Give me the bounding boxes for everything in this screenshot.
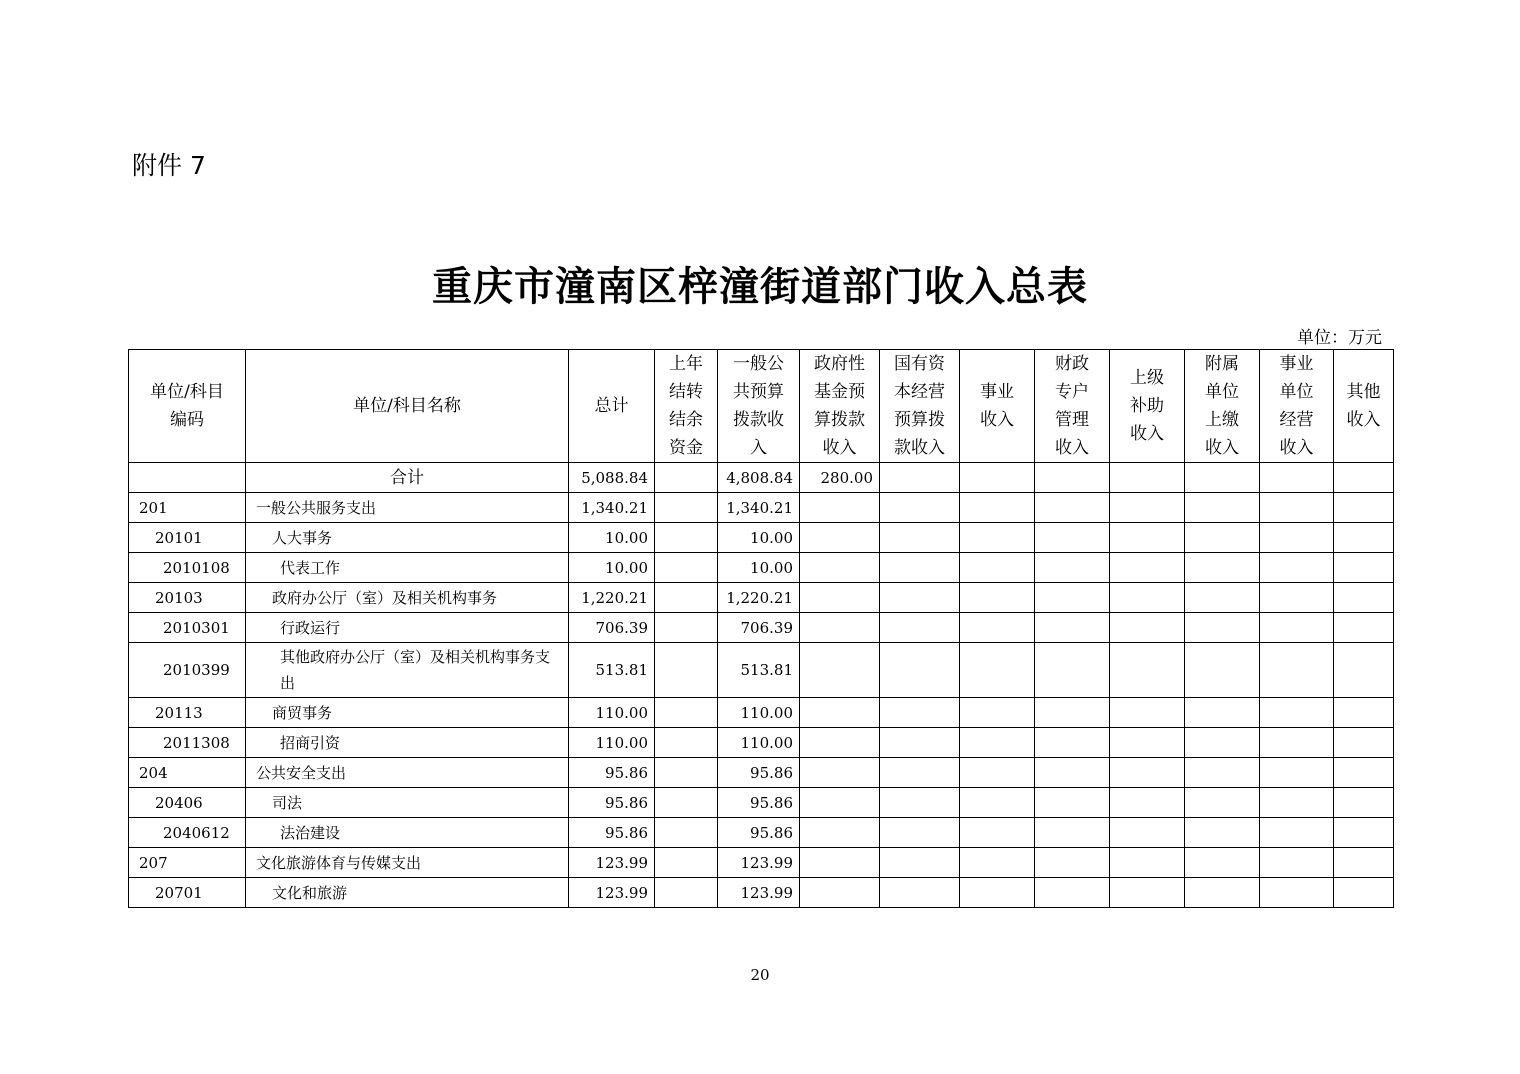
row-name: 商贸事务 bbox=[246, 698, 569, 728]
row-carryover bbox=[655, 878, 718, 908]
empty-cell bbox=[960, 583, 1035, 613]
total-label: 合计 bbox=[246, 463, 569, 493]
row-total: 123.99 bbox=[569, 878, 655, 908]
empty-cell bbox=[1185, 643, 1260, 698]
row-general-budget: 706.39 bbox=[718, 613, 800, 643]
empty-cell bbox=[880, 758, 960, 788]
row-name: 人大事务 bbox=[246, 523, 569, 553]
empty-cell bbox=[880, 553, 960, 583]
row-code: 207 bbox=[129, 848, 246, 878]
total-code-cell bbox=[129, 463, 246, 493]
empty-cell bbox=[1110, 818, 1185, 848]
row-total: 95.86 bbox=[569, 788, 655, 818]
row-code: 20406 bbox=[129, 788, 246, 818]
empty-cell bbox=[800, 728, 880, 758]
empty-cell bbox=[1334, 523, 1394, 553]
empty-cell bbox=[1185, 613, 1260, 643]
empty-cell bbox=[1260, 728, 1334, 758]
row-carryover bbox=[655, 643, 718, 698]
empty-cell bbox=[960, 788, 1035, 818]
row-carryover bbox=[655, 553, 718, 583]
empty-cell bbox=[1260, 878, 1334, 908]
row-carryover bbox=[655, 698, 718, 728]
empty-cell bbox=[1185, 583, 1260, 613]
empty-cell bbox=[1334, 788, 1394, 818]
empty-cell bbox=[1334, 583, 1394, 613]
empty-cell bbox=[960, 848, 1035, 878]
empty-cell bbox=[1185, 553, 1260, 583]
row-general-budget: 110.00 bbox=[718, 728, 800, 758]
empty-cell bbox=[1185, 728, 1260, 758]
empty-cell bbox=[880, 698, 960, 728]
total-row bbox=[129, 463, 1394, 493]
empty-cell bbox=[1334, 553, 1394, 583]
empty-cell bbox=[1260, 553, 1334, 583]
row-total: 1,220.21 bbox=[569, 583, 655, 613]
empty-cell bbox=[1035, 523, 1110, 553]
row-general-budget: 10.00 bbox=[718, 553, 800, 583]
row-total: 110.00 bbox=[569, 728, 655, 758]
column-header: 单位/科目 编码 bbox=[129, 350, 246, 463]
empty-cell bbox=[1334, 613, 1394, 643]
empty-cell bbox=[880, 583, 960, 613]
row-total: 10.00 bbox=[569, 523, 655, 553]
table-header bbox=[129, 350, 1394, 463]
empty-cell bbox=[1035, 463, 1110, 493]
empty-cell bbox=[880, 643, 960, 698]
column-header: 国有资 本经营 预算拨 款收入 bbox=[880, 350, 960, 463]
column-header: 附属 单位 上缴 收入 bbox=[1185, 350, 1260, 463]
empty-cell bbox=[1110, 848, 1185, 878]
row-name: 行政运行 bbox=[246, 613, 569, 643]
empty-cell bbox=[1110, 878, 1185, 908]
empty-cell bbox=[1185, 818, 1260, 848]
empty-cell bbox=[1185, 493, 1260, 523]
empty-cell bbox=[1035, 493, 1110, 523]
empty-cell bbox=[1185, 848, 1260, 878]
empty-cell bbox=[1334, 728, 1394, 758]
empty-cell bbox=[1260, 818, 1334, 848]
column-header: 上年 结转 结余 资金 bbox=[655, 350, 718, 463]
empty-cell bbox=[960, 818, 1035, 848]
empty-cell bbox=[1185, 758, 1260, 788]
total-general-budget: 4,808.84 bbox=[718, 463, 800, 493]
empty-cell bbox=[1260, 523, 1334, 553]
row-general-budget: 1,220.21 bbox=[718, 583, 800, 613]
row-code: 201 bbox=[129, 493, 246, 523]
column-header: 单位/科目名称 bbox=[246, 350, 569, 463]
empty-cell bbox=[1035, 613, 1110, 643]
row-general-budget: 95.86 bbox=[718, 788, 800, 818]
row-general-budget: 95.86 bbox=[718, 818, 800, 848]
empty-cell bbox=[880, 463, 960, 493]
row-name: 司法 bbox=[246, 788, 569, 818]
empty-cell bbox=[960, 728, 1035, 758]
table-row bbox=[129, 583, 1394, 613]
row-total: 123.99 bbox=[569, 848, 655, 878]
empty-cell bbox=[1035, 553, 1110, 583]
row-name: 文化和旅游 bbox=[246, 878, 569, 908]
empty-cell bbox=[1185, 698, 1260, 728]
empty-cell bbox=[1035, 788, 1110, 818]
row-total: 95.86 bbox=[569, 758, 655, 788]
row-general-budget: 513.81 bbox=[718, 643, 800, 698]
row-total: 10.00 bbox=[569, 553, 655, 583]
empty-cell bbox=[1334, 818, 1394, 848]
empty-cell bbox=[880, 728, 960, 758]
empty-cell bbox=[1260, 643, 1334, 698]
row-carryover bbox=[655, 848, 718, 878]
empty-cell bbox=[1110, 553, 1185, 583]
column-header: 一般公 共预算 拨款收 入 bbox=[718, 350, 800, 463]
row-total: 1,340.21 bbox=[569, 493, 655, 523]
table-row bbox=[129, 788, 1394, 818]
row-name: 文化旅游体育与传媒支出 bbox=[246, 848, 569, 878]
row-general-budget: 1,340.21 bbox=[718, 493, 800, 523]
empty-cell bbox=[960, 493, 1035, 523]
column-header: 其他 收入 bbox=[1334, 350, 1394, 463]
column-header: 财政 专户 管理 收入 bbox=[1035, 350, 1110, 463]
empty-cell bbox=[1110, 698, 1185, 728]
empty-cell bbox=[800, 848, 880, 878]
row-carryover bbox=[655, 758, 718, 788]
empty-cell bbox=[800, 698, 880, 728]
table-row bbox=[129, 613, 1394, 643]
empty-cell bbox=[1260, 463, 1334, 493]
row-carryover bbox=[655, 493, 718, 523]
row-carryover bbox=[655, 583, 718, 613]
row-carryover bbox=[655, 613, 718, 643]
empty-cell bbox=[1110, 613, 1185, 643]
total-total: 5,088.84 bbox=[569, 463, 655, 493]
empty-cell bbox=[960, 698, 1035, 728]
table-row bbox=[129, 848, 1394, 878]
row-general-budget: 123.99 bbox=[718, 848, 800, 878]
empty-cell bbox=[960, 523, 1035, 553]
empty-cell bbox=[800, 878, 880, 908]
row-name: 法治建设 bbox=[246, 818, 569, 848]
page-title: 重庆市潼南区梓潼街道部门收入总表 bbox=[432, 263, 1088, 310]
table-row bbox=[129, 818, 1394, 848]
row-name: 公共安全支出 bbox=[246, 758, 569, 788]
table-row bbox=[129, 493, 1394, 523]
empty-cell bbox=[800, 553, 880, 583]
row-name: 招商引资 bbox=[246, 728, 569, 758]
empty-cell bbox=[1110, 523, 1185, 553]
row-general-budget: 123.99 bbox=[718, 878, 800, 908]
empty-cell bbox=[1185, 463, 1260, 493]
empty-cell bbox=[880, 613, 960, 643]
empty-cell bbox=[1334, 463, 1394, 493]
empty-cell bbox=[1260, 848, 1334, 878]
empty-cell bbox=[1185, 523, 1260, 553]
row-general-budget: 10.00 bbox=[718, 523, 800, 553]
empty-cell bbox=[800, 493, 880, 523]
row-code: 2010301 bbox=[129, 613, 246, 643]
empty-cell bbox=[1260, 493, 1334, 523]
unit-label: 单位：万元 bbox=[1297, 328, 1382, 348]
row-general-budget: 110.00 bbox=[718, 698, 800, 728]
empty-cell bbox=[1110, 583, 1185, 613]
row-code: 20103 bbox=[129, 583, 246, 613]
column-header: 上级 补助 收入 bbox=[1110, 350, 1185, 463]
row-code: 20113 bbox=[129, 698, 246, 728]
row-name: 其他政府办公厅（室）及相关机构事务支出 bbox=[246, 643, 569, 698]
row-general-budget: 95.86 bbox=[718, 758, 800, 788]
table-row bbox=[129, 643, 1394, 698]
empty-cell bbox=[960, 463, 1035, 493]
column-header: 事业 单位 经营 收入 bbox=[1260, 350, 1334, 463]
attachment-label: 附件 7 bbox=[132, 151, 206, 180]
empty-cell bbox=[1110, 493, 1185, 523]
empty-cell bbox=[1334, 493, 1394, 523]
empty-cell bbox=[960, 643, 1035, 698]
empty-cell bbox=[1035, 818, 1110, 848]
empty-cell bbox=[800, 788, 880, 818]
row-carryover bbox=[655, 523, 718, 553]
empty-cell bbox=[800, 613, 880, 643]
row-name: 政府办公厅（室）及相关机构事务 bbox=[246, 583, 569, 613]
empty-cell bbox=[800, 643, 880, 698]
empty-cell bbox=[1035, 698, 1110, 728]
column-header: 总计 bbox=[569, 350, 655, 463]
table-row bbox=[129, 878, 1394, 908]
empty-cell bbox=[880, 848, 960, 878]
row-carryover bbox=[655, 818, 718, 848]
empty-cell bbox=[1110, 758, 1185, 788]
empty-cell bbox=[1035, 643, 1110, 698]
empty-cell bbox=[800, 583, 880, 613]
empty-cell bbox=[1334, 698, 1394, 728]
empty-cell bbox=[1334, 848, 1394, 878]
table-row bbox=[129, 758, 1394, 788]
total-gov-fund: 280.00 bbox=[800, 463, 880, 493]
empty-cell bbox=[960, 553, 1035, 583]
empty-cell bbox=[960, 758, 1035, 788]
empty-cell bbox=[1185, 878, 1260, 908]
row-code: 20701 bbox=[129, 878, 246, 908]
page-number: 20 bbox=[750, 966, 770, 984]
table-row bbox=[129, 728, 1394, 758]
empty-cell bbox=[1035, 583, 1110, 613]
empty-cell bbox=[1260, 613, 1334, 643]
row-code: 20101 bbox=[129, 523, 246, 553]
row-code: 204 bbox=[129, 758, 246, 788]
empty-cell bbox=[1260, 758, 1334, 788]
income-table bbox=[128, 349, 1394, 908]
row-name: 一般公共服务支出 bbox=[246, 493, 569, 523]
empty-cell bbox=[960, 878, 1035, 908]
empty-cell bbox=[1334, 643, 1394, 698]
empty-cell bbox=[1260, 583, 1334, 613]
empty-cell bbox=[800, 818, 880, 848]
empty-cell bbox=[1110, 788, 1185, 818]
row-code: 2040612 bbox=[129, 818, 246, 848]
empty-cell bbox=[960, 613, 1035, 643]
empty-cell bbox=[1260, 788, 1334, 818]
empty-cell bbox=[800, 523, 880, 553]
empty-cell bbox=[1110, 643, 1185, 698]
row-code: 2010399 bbox=[129, 643, 246, 698]
empty-cell bbox=[1334, 758, 1394, 788]
empty-cell bbox=[880, 493, 960, 523]
empty-cell bbox=[1110, 728, 1185, 758]
row-name: 代表工作 bbox=[246, 553, 569, 583]
row-total: 95.86 bbox=[569, 818, 655, 848]
column-header: 政府性 基金预 算拨款 收入 bbox=[800, 350, 880, 463]
empty-cell bbox=[1260, 698, 1334, 728]
column-header: 事业 收入 bbox=[960, 350, 1035, 463]
total-carryover bbox=[655, 463, 718, 493]
empty-cell bbox=[1035, 878, 1110, 908]
empty-cell bbox=[1110, 463, 1185, 493]
empty-cell bbox=[880, 818, 960, 848]
row-carryover bbox=[655, 788, 718, 818]
table-row bbox=[129, 553, 1394, 583]
table-row bbox=[129, 523, 1394, 553]
empty-cell bbox=[880, 878, 960, 908]
empty-cell bbox=[880, 788, 960, 818]
table-row bbox=[129, 698, 1394, 728]
row-total: 706.39 bbox=[569, 613, 655, 643]
empty-cell bbox=[1035, 848, 1110, 878]
row-code: 2011308 bbox=[129, 728, 246, 758]
row-code: 2010108 bbox=[129, 553, 246, 583]
row-total: 513.81 bbox=[569, 643, 655, 698]
empty-cell bbox=[1185, 788, 1260, 818]
table-body bbox=[129, 463, 1394, 908]
empty-cell bbox=[1334, 878, 1394, 908]
empty-cell bbox=[1035, 728, 1110, 758]
row-carryover bbox=[655, 728, 718, 758]
empty-cell bbox=[1035, 758, 1110, 788]
empty-cell bbox=[880, 523, 960, 553]
row-total: 110.00 bbox=[569, 698, 655, 728]
empty-cell bbox=[800, 758, 880, 788]
